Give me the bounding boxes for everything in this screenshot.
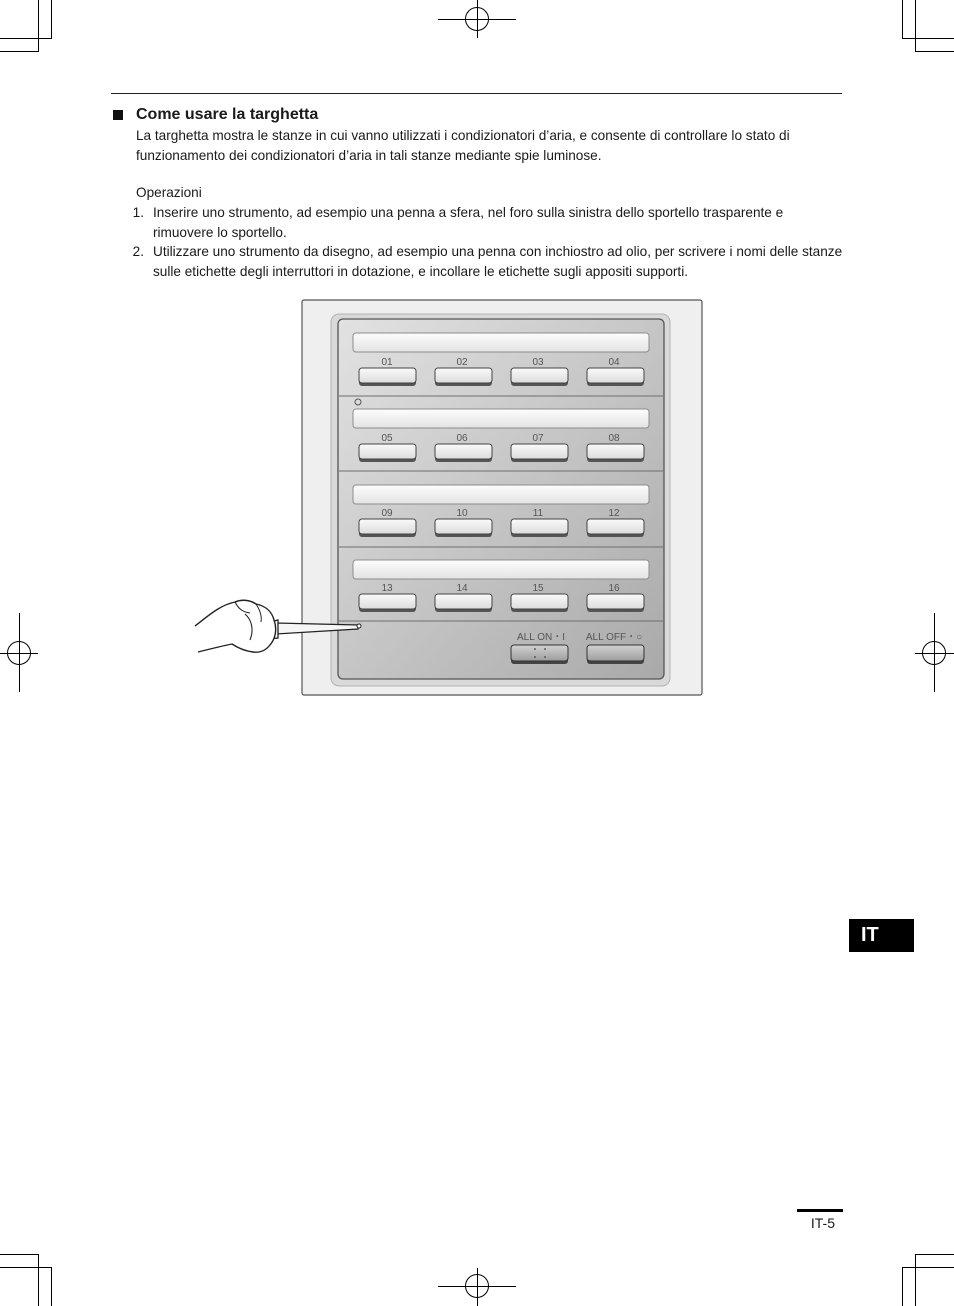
square-bullet-icon [113, 110, 123, 120]
switch-button-16[interactable] [587, 594, 644, 612]
all-off-label: ALL OFF・○ [585, 632, 643, 643]
room-label-strip [353, 560, 649, 579]
page-number [797, 1209, 843, 1231]
switch-button-14[interactable] [435, 594, 492, 612]
switch-number: 03 [532, 357, 544, 368]
instruction-section [113, 106, 843, 281]
step-number: 1. [132, 205, 144, 220]
switch-button-05[interactable] [359, 444, 416, 462]
list-item [113, 203, 843, 242]
switch-button-07[interactable] [511, 444, 568, 462]
switch-number: 08 [608, 433, 620, 444]
switch-button-09[interactable] [359, 519, 416, 537]
room-label-strip [353, 409, 649, 428]
list-item [113, 242, 843, 281]
room-label-strip [353, 333, 649, 352]
switch-number: 09 [381, 508, 393, 519]
section-heading [113, 106, 843, 124]
switch-number: 06 [456, 433, 468, 444]
step-text: Inserire uno strumento, ad esempio una penna a sfera, nel foro sulla sinistra dello sportello trasparente e rimuovere lo sportello. [153, 205, 784, 240]
switch-button-15[interactable] [511, 594, 568, 612]
switch-button-10[interactable] [435, 519, 492, 537]
switch-number: 11 [532, 508, 544, 519]
header-rule [111, 93, 842, 94]
operations-list [113, 203, 843, 281]
switch-button-02[interactable] [435, 368, 492, 386]
step-number: 2. [132, 244, 144, 259]
all-on-label: ALL ON・I [517, 632, 565, 643]
switch-number: 16 [608, 583, 620, 594]
switch-number: 14 [456, 583, 468, 594]
switch-number: 15 [532, 583, 544, 594]
nameplate-illustration [190, 298, 706, 698]
switch-button-13[interactable] [359, 594, 416, 612]
section-heading-text: Come usare la targhetta [136, 106, 319, 123]
language-tab: IT [849, 919, 914, 952]
switch-button-11[interactable] [511, 519, 568, 537]
all-off-button[interactable] [587, 645, 644, 664]
switch-number: 04 [608, 357, 620, 368]
nameplate-figure [190, 298, 706, 698]
switch-button-08[interactable] [587, 444, 644, 462]
switch-button-12[interactable] [587, 519, 644, 537]
operations-label: Operazioni [136, 185, 202, 200]
switch-number: 12 [608, 508, 620, 519]
switch-number: 07 [532, 433, 544, 444]
switch-number: 05 [381, 433, 393, 444]
step-text: Utilizzare uno strumento da disegno, ad esempio una penna con inchiostro ad olio, per scrivere i nomi delle stanze sulle etichette degli interruttori in dotazione, e incollare le etichette sugli appositi supporti. [153, 244, 843, 279]
switch-button-04[interactable] [587, 368, 644, 386]
switch-number: 02 [456, 357, 468, 368]
switch-number: 13 [381, 583, 393, 594]
all-on-button[interactable] [511, 645, 568, 664]
switch-button-06[interactable] [435, 444, 492, 462]
section-description: La targhetta mostra le stanze in cui vanno utilizzati i condizionatori d’aria, e consente di controllare lo stato di funzionamento dei condizionatori d’aria in tali stanze mediante spie luminose. [136, 128, 790, 163]
page-number-text: IT-5 [810, 1215, 835, 1231]
switch-button-03[interactable] [511, 368, 568, 386]
switch-button-01[interactable] [359, 368, 416, 386]
switch-number: 01 [381, 357, 393, 368]
room-label-strip [353, 485, 649, 504]
switch-number: 10 [456, 508, 468, 519]
